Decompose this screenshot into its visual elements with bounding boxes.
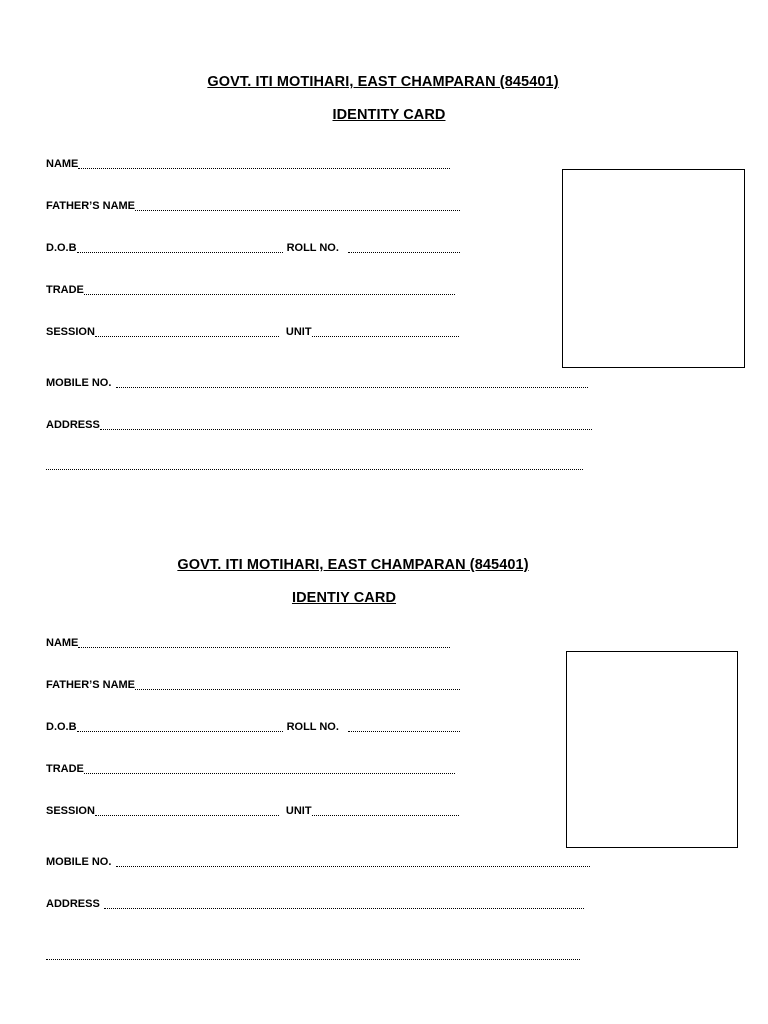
name-row <box>46 636 450 650</box>
dob-field[interactable] <box>77 242 283 253</box>
address-field[interactable] <box>100 419 592 430</box>
trade-field[interactable] <box>84 284 455 295</box>
session-unit-row <box>46 804 459 818</box>
address-label: ADDRESS <box>46 898 100 910</box>
father-name-field[interactable] <box>135 679 460 690</box>
trade-label: TRADE <box>46 763 84 775</box>
mobile-row <box>46 855 590 869</box>
name-field[interactable] <box>78 158 450 169</box>
father-name-field[interactable] <box>135 200 460 211</box>
card-title: IDENTIY CARD <box>291 590 397 606</box>
dob-field[interactable] <box>77 721 283 732</box>
address-continuation-row <box>46 458 583 472</box>
address-row <box>46 418 592 432</box>
father-name-label: FATHER’S NAME <box>46 200 136 212</box>
dob-label: D.O.B <box>46 242 77 254</box>
roll-no-label: ROLL NO. <box>286 242 339 254</box>
address-line-2-field[interactable] <box>46 949 580 960</box>
trade-row <box>46 283 455 297</box>
address-line-2-field[interactable] <box>46 459 583 470</box>
card-title: IDENTITY CARD <box>332 107 446 123</box>
address-continuation-row <box>46 948 580 962</box>
father-name-label: FATHER’S NAME <box>46 679 136 691</box>
session-unit-row <box>46 325 459 339</box>
mobile-field[interactable] <box>116 856 590 867</box>
name-label: NAME <box>46 158 79 170</box>
address-label: ADDRESS <box>46 419 100 431</box>
unit-field[interactable] <box>312 805 459 816</box>
father-name-row <box>46 678 460 692</box>
unit-label: UNIT <box>285 805 312 817</box>
name-row <box>46 157 450 171</box>
name-field[interactable] <box>78 637 450 648</box>
dob-roll-row <box>46 720 460 734</box>
address-field[interactable] <box>104 898 584 909</box>
trade-label: TRADE <box>46 284 84 296</box>
roll-no-label: ROLL NO. <box>286 721 339 733</box>
dob-roll-row <box>46 241 460 255</box>
name-label: NAME <box>46 637 79 649</box>
unit-label: UNIT <box>285 326 312 338</box>
dob-label: D.O.B <box>46 721 77 733</box>
mobile-field[interactable] <box>116 377 588 388</box>
mobile-label: MOBILE NO. <box>46 377 112 389</box>
photo-box[interactable] <box>566 651 738 848</box>
photo-box[interactable] <box>562 169 745 368</box>
mobile-label: MOBILE NO. <box>46 856 112 868</box>
roll-no-field[interactable] <box>348 721 460 732</box>
father-name-row <box>46 199 460 213</box>
session-label: SESSION <box>46 326 95 338</box>
institute-heading: GOVT. ITI MOTIHARI, EAST CHAMPARAN (845401) <box>207 74 559 90</box>
session-field[interactable] <box>95 326 279 337</box>
mobile-row <box>46 376 588 390</box>
trade-field[interactable] <box>84 763 455 774</box>
trade-row <box>46 762 455 776</box>
institute-heading: GOVT. ITI MOTIHARI, EAST CHAMPARAN (845401) <box>177 557 529 573</box>
session-field[interactable] <box>95 805 279 816</box>
unit-field[interactable] <box>312 326 459 337</box>
address-row <box>46 897 584 911</box>
roll-no-field[interactable] <box>348 242 460 253</box>
session-label: SESSION <box>46 805 95 817</box>
